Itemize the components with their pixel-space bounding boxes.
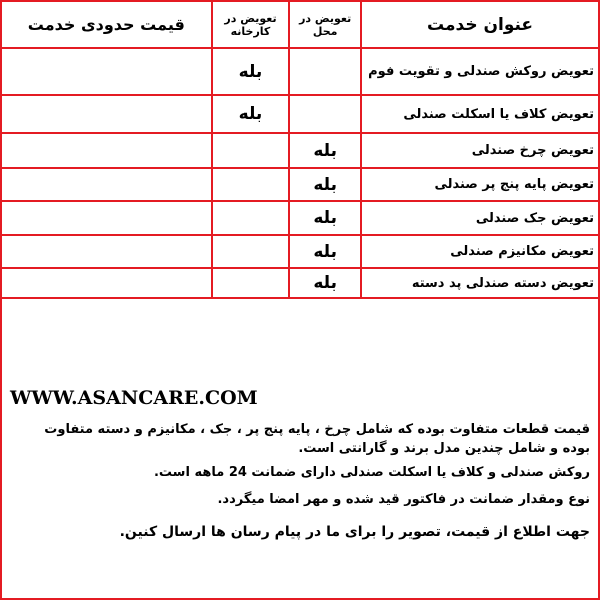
note-invoice: نوع ومقدار ضمانت در فاکتور قید شده و مهر امضا میگردد. xyxy=(217,492,590,507)
cell-price xyxy=(1,168,212,201)
note-warranty: روکش صندلی و کلاف یا اسکلت صندلی دارای ضمانت 24 ماهه است. xyxy=(153,465,590,480)
cell-onsite xyxy=(289,48,361,95)
table-row xyxy=(1,201,599,235)
cell-onsite: بله xyxy=(289,235,361,268)
cell-workshop xyxy=(212,235,290,268)
cell-price xyxy=(1,201,212,235)
cell-title: تعویض کلاف یا اسکلت صندلی xyxy=(361,95,599,133)
table-row xyxy=(1,95,599,133)
table-row xyxy=(1,168,599,201)
cell-title: تعویض دسته صندلی پد دسته xyxy=(361,268,599,298)
cell-onsite: بله xyxy=(289,133,361,168)
header-title: عنوان خدمت xyxy=(361,1,599,48)
table-row xyxy=(1,48,599,95)
table-header-row xyxy=(1,1,599,48)
cell-workshop: بله xyxy=(212,48,290,95)
website-url: WWW.ASANCARE.COM xyxy=(10,387,258,409)
table-row xyxy=(1,268,599,298)
header-workshop: تعویض در کارخانه xyxy=(212,1,290,48)
cell-onsite: بله xyxy=(289,168,361,201)
cell-onsite xyxy=(289,95,361,133)
table-row xyxy=(1,133,599,168)
note-parts-price: قیمت قطعات متفاوت بوده که شامل چرخ ، پایه پنج پر ، جک ، مکانیزم و دسته متفاوت بوده و شامل چندین مدل برند و گارانتی است. xyxy=(44,422,590,456)
cell-onsite: بله xyxy=(289,268,361,298)
cell-title: تعویض روکش صندلی و تقویت فوم xyxy=(361,48,599,95)
service-price-table xyxy=(0,0,600,299)
header-price: قیمت حدودی خدمت xyxy=(1,1,212,48)
cell-price xyxy=(1,268,212,298)
header-onsite: تعویض در محل xyxy=(289,1,361,48)
cell-workshop: بله xyxy=(212,95,290,133)
cell-price xyxy=(1,133,212,168)
cell-workshop xyxy=(212,201,290,235)
note-contact: جهت اطلاع از قیمت، تصویر را برای ما در پیام رسان ها ارسال کنین. xyxy=(119,524,590,540)
cell-title: تعویض جک صندلی xyxy=(361,201,599,235)
cell-price xyxy=(1,48,212,95)
cell-title: تعویض پایه پنج پر صندلی xyxy=(361,168,599,201)
cell-workshop xyxy=(212,133,290,168)
cell-title: تعویض مکانیزم صندلی xyxy=(361,235,599,268)
cell-price xyxy=(1,235,212,268)
cell-onsite: بله xyxy=(289,201,361,235)
cell-title: تعویض چرخ صندلی xyxy=(361,133,599,168)
table-row xyxy=(1,235,599,268)
notes-block xyxy=(14,420,590,542)
cell-workshop xyxy=(212,168,290,201)
cell-workshop xyxy=(212,268,290,298)
cell-price xyxy=(1,95,212,133)
